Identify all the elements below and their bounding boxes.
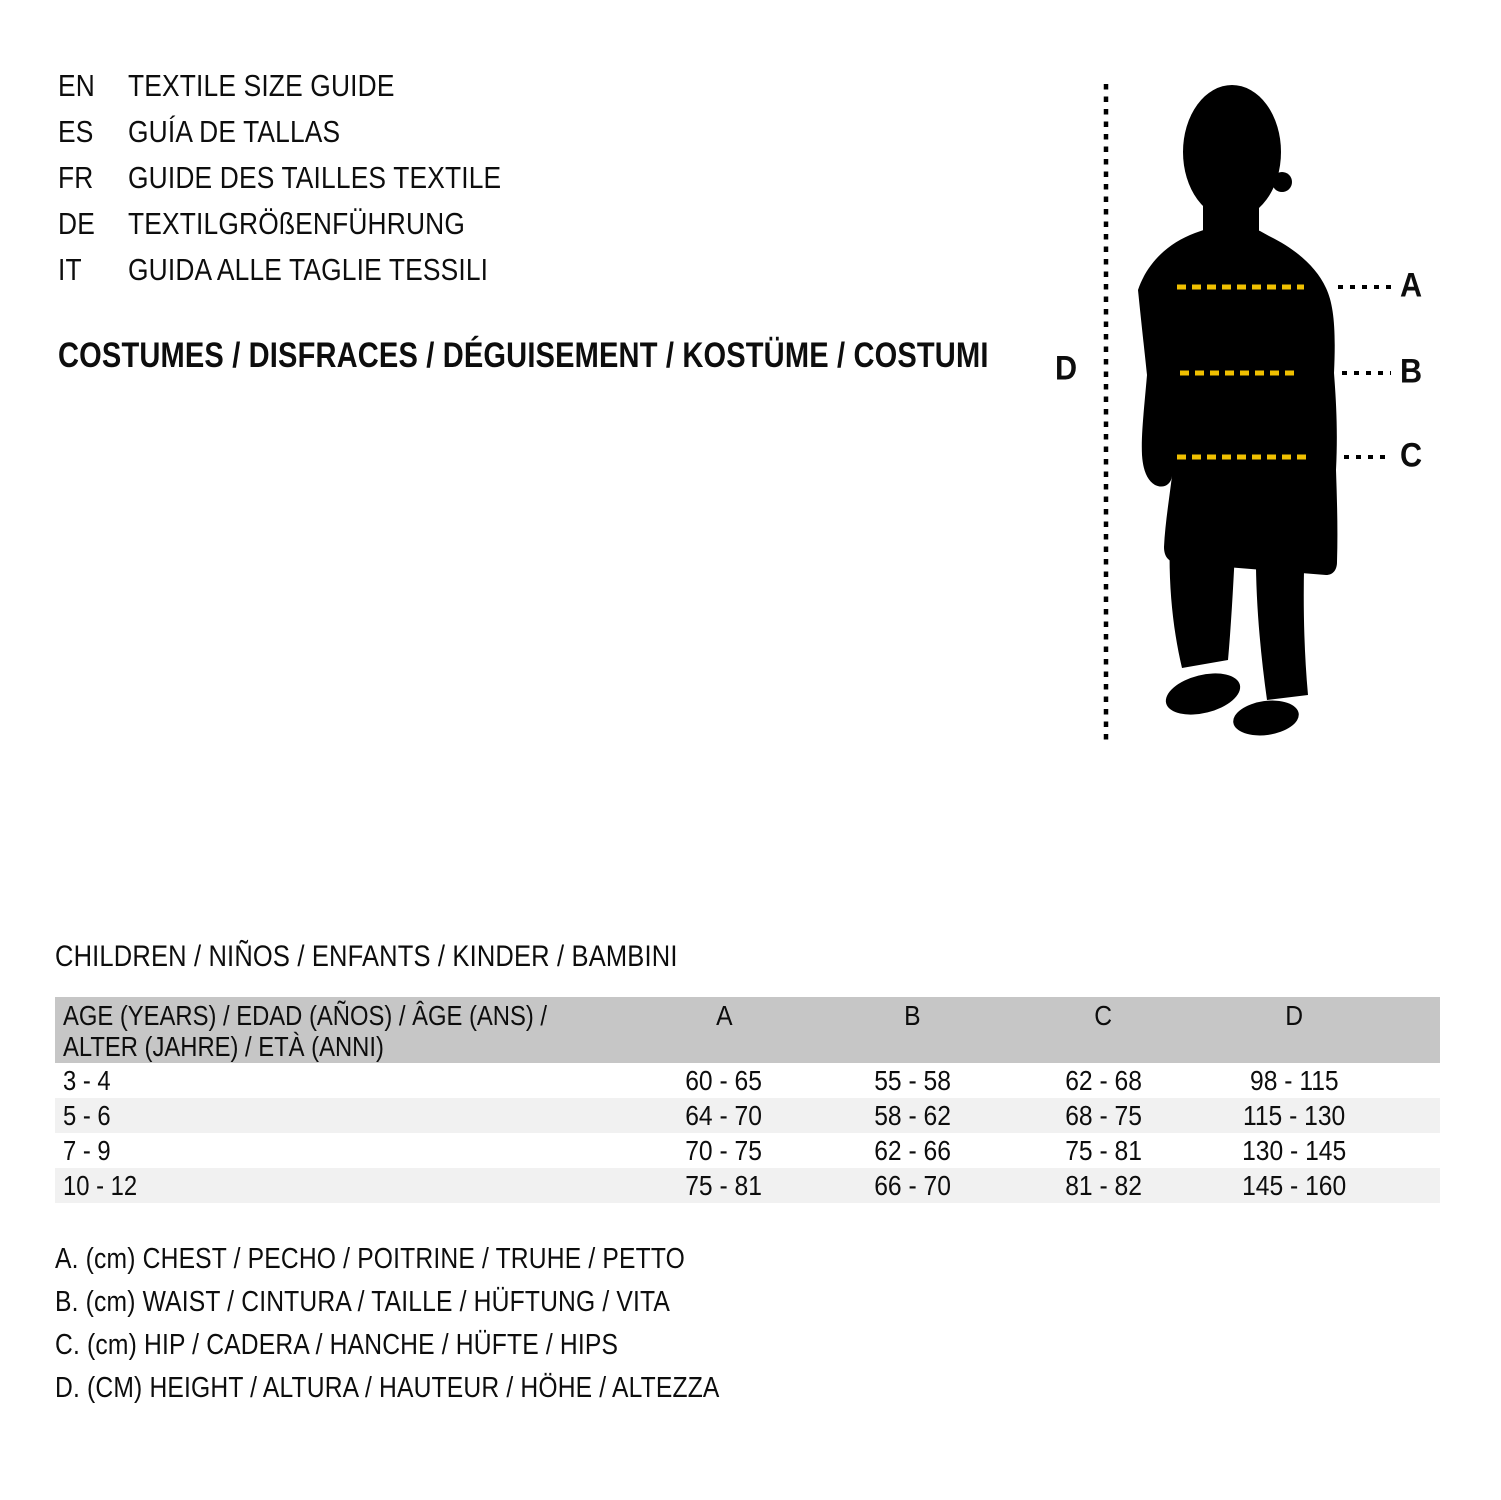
legend-item-waist: B. (cm) WAIST / CINTURA / TAILLE / HÜFTUNG / VITA xyxy=(55,1286,671,1318)
waist-cell: 55 - 58 xyxy=(874,1065,951,1096)
language-code: IT xyxy=(58,252,82,287)
table-row xyxy=(55,1168,1440,1203)
height-cell: 130 - 145 xyxy=(1241,1135,1347,1166)
child-silhouette-graphic xyxy=(1050,70,1490,770)
chest-cell: 60 - 65 xyxy=(685,1065,763,1096)
hip-cell: 75 - 81 xyxy=(1065,1135,1142,1166)
chest-cell: 75 - 81 xyxy=(685,1170,763,1201)
header-filler xyxy=(1388,997,1440,1063)
measure-label-waist: B xyxy=(1400,352,1423,391)
hip-cell: 62 - 68 xyxy=(1065,1065,1142,1096)
legend-item-chest: A. (cm) CHEST / PECHO / POITRINE / TRUHE / PETTO xyxy=(55,1243,685,1275)
measure-label-height: D xyxy=(1055,349,1078,388)
age-cell: 3 - 4 xyxy=(63,1065,111,1096)
waist-cell: 66 - 70 xyxy=(874,1170,951,1201)
language-code: EN xyxy=(58,68,95,103)
legend-item-hip: C. (cm) HIP / CADERA / HANCHE / HÜFTE / HIPS xyxy=(55,1329,619,1361)
legend-item-height: D. (CM) HEIGHT / ALTURA / HAUTEUR / HÖHE / ALTEZZA xyxy=(55,1372,720,1404)
language-row xyxy=(58,201,567,247)
language-code: ES xyxy=(58,114,94,149)
child-silhouette xyxy=(1138,85,1337,739)
language-label: TEXTILGRÖßENFÜHRUNG xyxy=(128,206,466,241)
height-cell: 115 - 130 xyxy=(1242,1100,1346,1131)
language-code: FR xyxy=(58,160,94,195)
age-cell: 5 - 6 xyxy=(63,1100,111,1131)
table-row xyxy=(55,1133,1440,1168)
language-row xyxy=(58,247,567,293)
measure-label-chest: A xyxy=(1400,266,1423,305)
measure-legend xyxy=(55,1238,837,1410)
age-cell: 7 - 9 xyxy=(63,1135,111,1166)
language-row xyxy=(58,63,567,109)
measure-label-hip: C xyxy=(1400,436,1423,475)
column-header-a: A xyxy=(715,1000,733,1031)
table-row xyxy=(55,1098,1440,1133)
size-table xyxy=(55,997,1440,1203)
height-cell: 145 - 160 xyxy=(1241,1170,1347,1201)
language-label: GUIDE DES TAILLES TEXTILE xyxy=(128,160,502,195)
column-header-d: D xyxy=(1285,1000,1303,1031)
column-header-c: C xyxy=(1094,1000,1113,1031)
column-header-b: B xyxy=(904,1000,921,1031)
language-label: TEXTILE SIZE GUIDE xyxy=(128,68,395,103)
section-title-children: CHILDREN / NIÑOS / ENFANTS / KINDER / BAMBINI xyxy=(55,940,678,973)
size-table-header xyxy=(55,997,1440,1063)
waist-cell: 62 - 66 xyxy=(874,1135,951,1166)
language-label: GUÍA DE TALLAS xyxy=(128,114,341,149)
language-row xyxy=(58,109,567,155)
language-title-list xyxy=(58,63,567,293)
category-title: COSTUMES / DISFRACES / DÉGUISEMENT / KOSTÜME / COSTUMI xyxy=(58,336,989,375)
age-column-header: AGE (YEARS) / EDAD (AÑOS) / ÂGE (ANS) / ALTER (JAHRE) / ETÀ (ANNI) xyxy=(63,1000,548,1062)
hip-cell: 81 - 82 xyxy=(1065,1170,1142,1201)
age-cell: 10 - 12 xyxy=(63,1170,138,1201)
hip-cell: 68 - 75 xyxy=(1065,1100,1142,1131)
table-row xyxy=(55,1063,1440,1098)
language-row xyxy=(58,155,567,201)
waist-cell: 58 - 62 xyxy=(874,1100,951,1131)
language-code: DE xyxy=(58,206,95,241)
chest-cell: 70 - 75 xyxy=(685,1135,763,1166)
size-figure xyxy=(1050,70,1490,770)
language-label: GUIDA ALLE TAGLIE TESSILI xyxy=(128,252,489,287)
height-cell: 98 - 115 xyxy=(1249,1065,1339,1096)
chest-cell: 64 - 70 xyxy=(685,1100,763,1131)
